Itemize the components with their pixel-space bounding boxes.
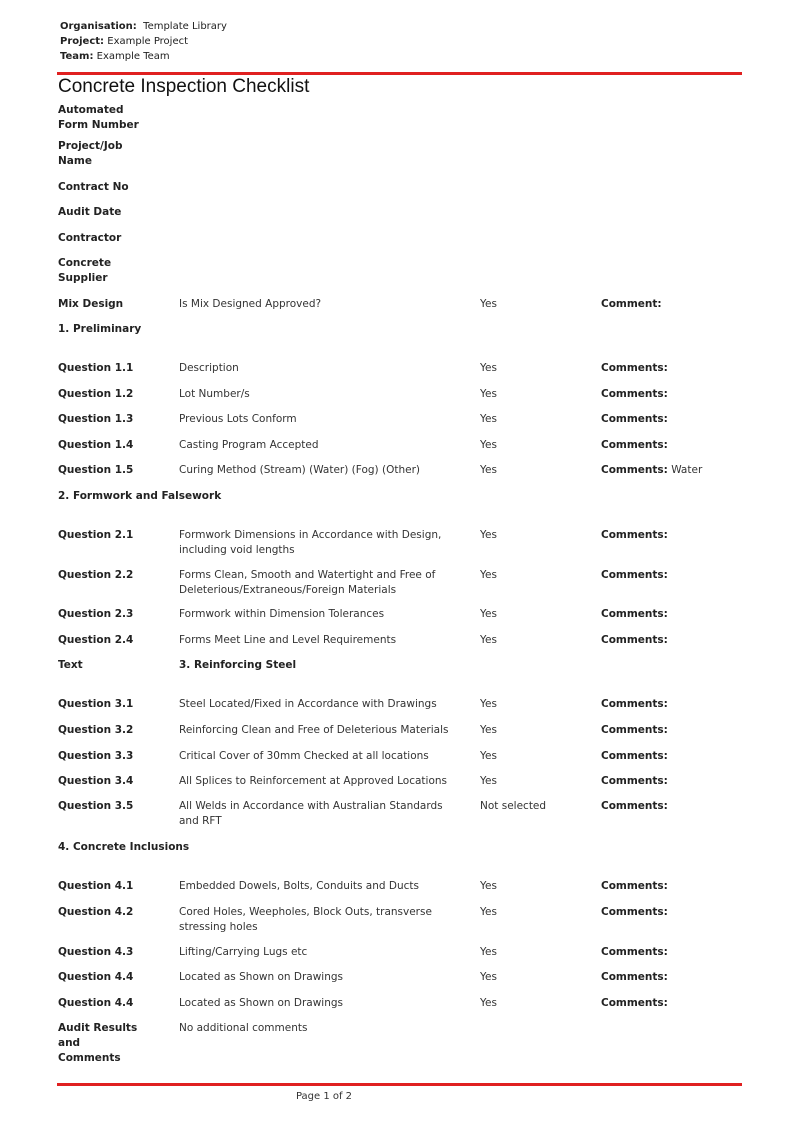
question-text: All Welds in Accordance with Australian Standards and RFT: [179, 800, 443, 827]
comment-label: Comment:: [601, 298, 662, 310]
question-label: Question 3.5: [58, 800, 134, 812]
question-text: Cored Holes, Weepholes, Block Outs, transverse stressing holes: [179, 906, 432, 933]
page-title: Concrete Inspection Checklist: [58, 76, 310, 97]
question-comment: [601, 723, 751, 738]
question-comment: [601, 463, 751, 478]
field-label: Contractor: [58, 232, 122, 244]
comment-label: Comments:: [601, 362, 668, 374]
audit-results-text: No additional comments: [179, 1022, 308, 1034]
question-label: Question 1.5: [58, 464, 134, 476]
question-label: Question 1.1: [58, 362, 134, 374]
comment-label: Comments:: [601, 698, 668, 710]
question-answer: Yes: [480, 529, 497, 541]
organisation-value: Template Library: [143, 21, 227, 32]
comment-label: Comments:: [601, 724, 668, 736]
question-label: Question 1.3: [58, 413, 134, 425]
comment-label: Comments:: [601, 634, 668, 646]
question-answer: Yes: [480, 750, 497, 762]
question-label: Question 1.4: [58, 439, 134, 451]
comment-label: Comments:: [601, 529, 668, 541]
field-label: Contract No: [58, 181, 129, 193]
question-label: Question 3.4: [58, 775, 134, 787]
question-label: Question 4.2: [58, 906, 134, 918]
question-answer: Yes: [480, 698, 497, 710]
project-label: Project:: [60, 36, 105, 47]
question-comment: [601, 528, 751, 543]
team-value: Example Team: [96, 51, 170, 62]
comment-label: Comments:: [601, 997, 668, 1009]
question-answer: Yes: [480, 388, 497, 400]
question-comment: [601, 996, 751, 1011]
question-comment: [601, 879, 751, 894]
comment-value: Water: [671, 464, 703, 476]
organisation-label: Organisation:: [60, 21, 137, 32]
question-comment: [601, 412, 751, 427]
question-text: Description: [179, 362, 239, 374]
mix-design-question: Is Mix Designed Approved?: [179, 298, 322, 310]
question-answer: Yes: [480, 569, 497, 581]
comment-label: Comments:: [601, 906, 668, 918]
comment-label: Comments:: [601, 880, 668, 892]
question-comment: [601, 749, 751, 764]
mix-design-answer: Yes: [480, 298, 497, 310]
mix-design-comment: [601, 297, 751, 312]
question-answer: Yes: [480, 608, 497, 620]
footer-divider: [57, 1083, 742, 1086]
question-text: Reinforcing Clean and Free of Deleterious Materials: [179, 724, 449, 736]
question-comment: [601, 361, 751, 376]
question-answer: Yes: [480, 439, 497, 451]
question-answer: Yes: [480, 971, 497, 983]
question-answer: Yes: [480, 946, 497, 958]
section-title: 2. Formwork and Falsework: [58, 490, 222, 502]
comment-label: Comments:: [601, 413, 668, 425]
question-label: Question 2.4: [58, 634, 134, 646]
question-text: Curing Method (Stream) (Water) (Fog) (Other): [179, 464, 420, 476]
question-text: Formwork within Dimension Tolerances: [179, 608, 385, 620]
question-comment: [601, 905, 751, 920]
question-comment: [601, 697, 751, 712]
question-label: Question 4.1: [58, 880, 134, 892]
question-text: Located as Shown on Drawings: [179, 997, 343, 1009]
project-value: Example Project: [107, 36, 189, 47]
comment-label: Comments:: [601, 775, 668, 787]
field-label: Audit Date: [58, 206, 122, 218]
question-answer: Yes: [480, 880, 497, 892]
question-comment: [601, 799, 751, 814]
question-answer: Yes: [480, 464, 497, 476]
comment-label: Comments:: [601, 388, 668, 400]
question-comment: [601, 607, 751, 622]
question-label: Question 3.1: [58, 698, 134, 710]
question-text: Lot Number/s: [179, 388, 250, 400]
question-text: All Splices to Reinforcement at Approved Locations: [179, 775, 448, 787]
question-text: Forms Clean, Smooth and Watertight and Free of Deleterious/Extraneous/Foreign Materials: [179, 569, 436, 596]
comment-label: Comments:: [601, 569, 668, 581]
question-label: Question 3.2: [58, 724, 134, 736]
question-text: Formwork Dimensions in Accordance with Design, including void lengths: [179, 529, 442, 556]
question-label: Question 4.4: [58, 997, 134, 1009]
field-label: Project/Job Name: [58, 140, 123, 167]
question-comment: [601, 970, 751, 985]
section-title: 4. Concrete Inclusions: [58, 841, 190, 853]
comment-label: Comments:: [601, 464, 668, 476]
team-line: [60, 49, 227, 64]
comment-label: Comments:: [601, 608, 668, 620]
question-text: Lifting/Carrying Lugs etc: [179, 946, 308, 958]
question-comment: [601, 438, 751, 453]
organisation-line: [60, 19, 227, 34]
comment-label: Comments:: [601, 971, 668, 983]
question-text: Casting Program Accepted: [179, 439, 319, 451]
question-label: Question 2.1: [58, 529, 134, 541]
question-comment: [601, 774, 751, 789]
question-text: Steel Located/Fixed in Accordance with Drawings: [179, 698, 437, 710]
field-label: Automated Form Number: [58, 104, 139, 131]
question-answer: Yes: [480, 724, 497, 736]
document-meta: [60, 19, 227, 64]
question-label: Question 4.3: [58, 946, 134, 958]
comment-label: Comments:: [601, 946, 668, 958]
question-answer: Yes: [480, 775, 497, 787]
section-row-label: Text: [58, 659, 83, 671]
section-title: 3. Reinforcing Steel: [179, 659, 297, 671]
comment-label: Comments:: [601, 439, 668, 451]
question-comment: [601, 568, 751, 583]
question-label: Question 2.2: [58, 569, 134, 581]
page-number: Page 1 of 2: [295, 1091, 353, 1102]
question-text: Embedded Dowels, Bolts, Conduits and Ducts: [179, 880, 419, 892]
header-divider: [57, 72, 742, 75]
question-label: Question 4.4: [58, 971, 134, 983]
question-answer: Yes: [480, 413, 497, 425]
question-answer: Not selected: [480, 800, 547, 812]
comment-label: Comments:: [601, 750, 668, 762]
question-answer: Yes: [480, 362, 497, 374]
comment-label: Comments:: [601, 800, 668, 812]
project-line: [60, 34, 227, 49]
mix-design-label: Mix Design: [58, 298, 124, 310]
question-text: Located as Shown on Drawings: [179, 971, 343, 983]
question-text: Critical Cover of 30mm Checked at all locations: [179, 750, 429, 762]
question-text: Previous Lots Conform: [179, 413, 297, 425]
question-comment: [601, 945, 751, 960]
question-comment: [601, 633, 751, 648]
question-text: Forms Meet Line and Level Requirements: [179, 634, 397, 646]
question-label: Question 3.3: [58, 750, 134, 762]
question-answer: Yes: [480, 634, 497, 646]
question-answer: Yes: [480, 906, 497, 918]
question-answer: Yes: [480, 997, 497, 1009]
question-comment: [601, 387, 751, 402]
team-label: Team:: [60, 51, 94, 62]
question-label: Question 2.3: [58, 608, 134, 620]
section-title: 1. Preliminary: [58, 323, 142, 335]
audit-results-label: Audit Results and Comments: [58, 1022, 138, 1064]
question-label: Question 1.2: [58, 388, 134, 400]
field-label: Concrete Supplier: [58, 257, 112, 284]
